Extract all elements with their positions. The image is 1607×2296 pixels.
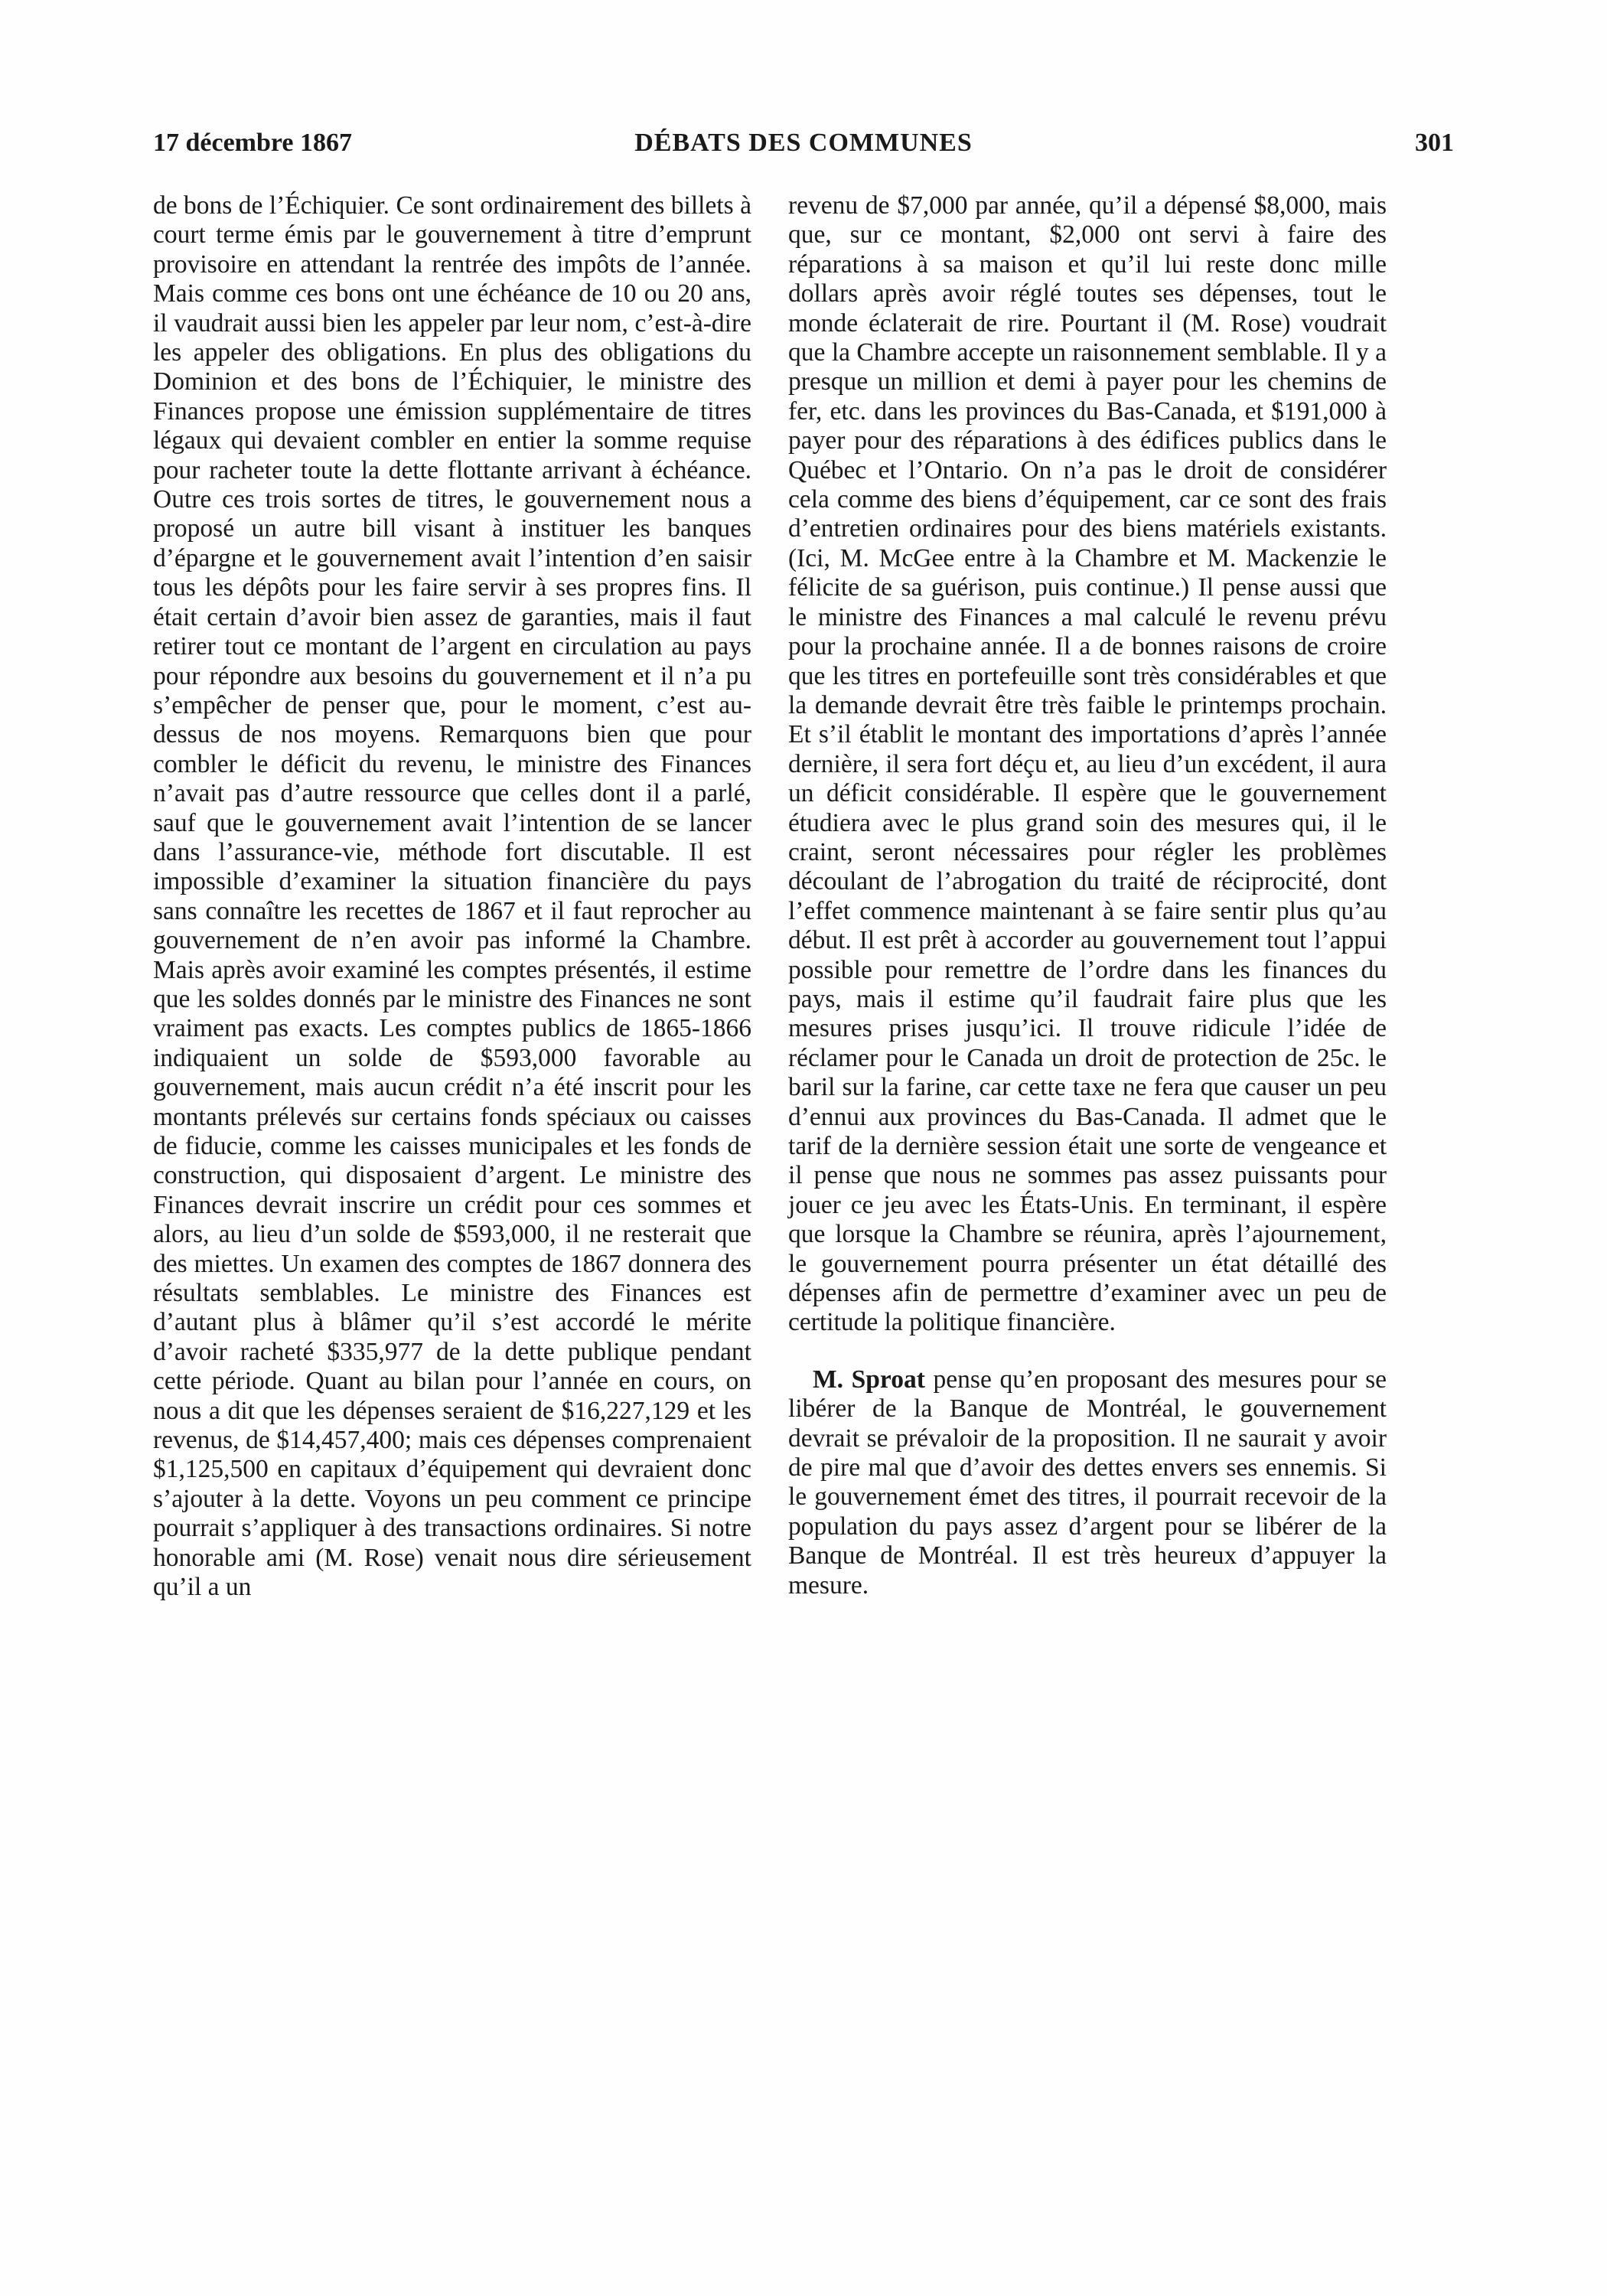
speech-sproat: [788, 1365, 1387, 1600]
right-column-paragraph-2: pense qu’en proposant des mesures pour se libérer de la Banque de Montréal, le gouvernement devrait se prévaloir de la proposition. Il ne saurait y avoir de pire mal que d’avoir des dettes envers ses ennemis. Si le gouvernement émet des titres, il pourrait recevoir de la population du pays assez d’argent pour se libérer de la Banque de Montréal. Il est très heureux d’appuyer la mesure.: [788, 1365, 1387, 1600]
right-column-paragraph-1: revenu de $7,000 par année, qu’il a dépensé $8,000, mais que, sur ce montant, $2,000 ont servi à faire des réparations à sa maison et qu’il lui reste donc mille dollars après avoir réglé toutes ses dépenses, tout le monde éclaterait de rire. Pourtant il (M. Rose) voudrait que la Chambre accepte un raisonnement semblable. Il y a presque un million et demi à payer pour les chemins de fer, etc. dans les provinces du Bas-Canada, et $191,000 à payer pour des réparations à des édifices publics dans le Québec et l’Ontario. On n’a pas le droit de considérer cela comme des biens d’équipement, car ce sont des frais d’entretien ordinaires pour des biens matériels existants. (Ici, M. McGee entre à la Chambre et M. Mackenzie le félicite de sa guérison, puis continue.) Il pense aussi que le ministre des Finances a mal calculé le revenu prévu pour la prochaine année. Il a de bonnes raisons de croire que les titres en portefeuille sont très considérables et que la demande devrait être très faible le printemps prochain. Et s’il établit le montant des importations d’après l’année dernière, il sera fort déçu et, au lieu d’un excédent, il aura un déficit considérable. Il espère que le gouvernement étudiera avec le plus grand soin des mesures qui, il le craint, seront nécessaires pour régler les problèmes découlant de l’abrogation du traité de réciprocité, dont l’effet commence maintenant à se faire sentir plus qu’au début. Il est prêt à accorder au gouvernement tout l’appui possible pour remettre de l’ordre dans les finances du pays, mais il estime qu’il faudrait faire plus que les mesures prises jusqu’ici. Il trouve ridicule l’idée de réclamer pour le Canada un droit de protection de 25c. le baril sur la farine, car cette taxe ne fera que causer un peu d’ennui aux provinces du Bas-Canada. Il admet que le tarif de la dernière session était une sorte de vengeance et il pense que nous ne sommes pas assez puissants pour jouer ce jeu avec les États-Unis. En terminant, il espère que lorsque la Chambre se réunira, après l’ajournement, le gouvernement pourra présenter un état détaillé des dépenses afin de permettre d’examiner avec un peu de certitude la politique financière.: [788, 191, 1387, 1337]
running-header: [153, 129, 1454, 174]
left-column-paragraph: de bons de l’Échiquier. Ce sont ordinairement des billets à court terme émis par le gouvernement à titre d’emprunt provisoire en attendant la rentrée des impôts de l’année. Mais comme ces bons ont une échéance de 10 ou 20 ans, il vaudrait aussi bien les appeler par leur nom, c’est-à-dire les appeler des obligations. En plus des obligations du Dominion et des bons de l’Échiquier, le ministre des Finances propose une émission supplémentaire de titres légaux qui devaient combler en entier la somme requise pour racheter toute la dette flottante arrivant à échéance. Outre ces trois sortes de titres, le gouvernement nous a proposé un autre bill visant à instituer les banques d’épargne et le gouvernement avait l’intention d’en saisir tous les dépôts pour les faire servir à ses propres fins. Il était certain d’avoir bien assez de garanties, mais il faut retirer tout ce montant de l’argent en circulation au pays pour répondre aux besoins du gouvernement et il n’a pu s’empêcher de penser que, pour le moment, c’est au-dessus de nos moyens. Remarquons bien que pour combler le déficit du revenu, le ministre des Finances n’avait pas d’autre ressource que celles dont il a parlé, sauf que le gouvernement avait l’intention de se lancer dans l’assurance-vie, méthode fort discutable. Il est impossible d’examiner la situation financière du pays sans connaître les recettes de 1867 et il faut reprocher au gouvernement de n’en avoir pas informé la Chambre. Mais après avoir examiné les comptes présentés, il estime que les soldes donnés par le ministre des Finances ne sont vraiment pas exacts. Les comptes publics de 1865-1866 indiquaient un solde de $593,000 favorable au gouvernement, mais aucun crédit n’a été inscrit pour les montants prélevés sur certains fonds spéciaux ou caisses de fiducie, comme les caisses municipales et les fonds de construction, qui disposaient d’argent. Le ministre des Finances devrait inscrire un crédit pour ces sommes et alors, au lieu d’un solde de $593,000, il ne resterait que des miettes. Un examen des comptes de 1867 donnera des résultats semblables. Le ministre des Finances est d’autant plus à blâmer qu’il s’est accordé le mérite d’avoir racheté $335,977 de la dette publique pendant cette période. Quant au bilan pour l’année en cours, on nous a dit que les dépenses seraient de $16,227,129 et les revenus, de $14,457,400; mais ces dépenses comprenaient $1,125,500 en capitaux d’équipement qui devraient donc s’ajouter à la dette. Voyons un peu comment ce principe pourrait s’appliquer à des transactions ordinaires. Si notre honorable ami (M. Rose) venait nous dire sérieusement qu’il a un: [153, 191, 751, 1602]
page-number: 301: [1415, 129, 1454, 157]
header-date: 17 décembre 1867: [153, 129, 352, 157]
right-column: [788, 191, 1387, 1600]
speaker-name: M. Sproat: [813, 1365, 925, 1394]
left-column: [153, 191, 751, 1603]
header-title: DÉBATS DES COMMUNES: [634, 129, 973, 157]
